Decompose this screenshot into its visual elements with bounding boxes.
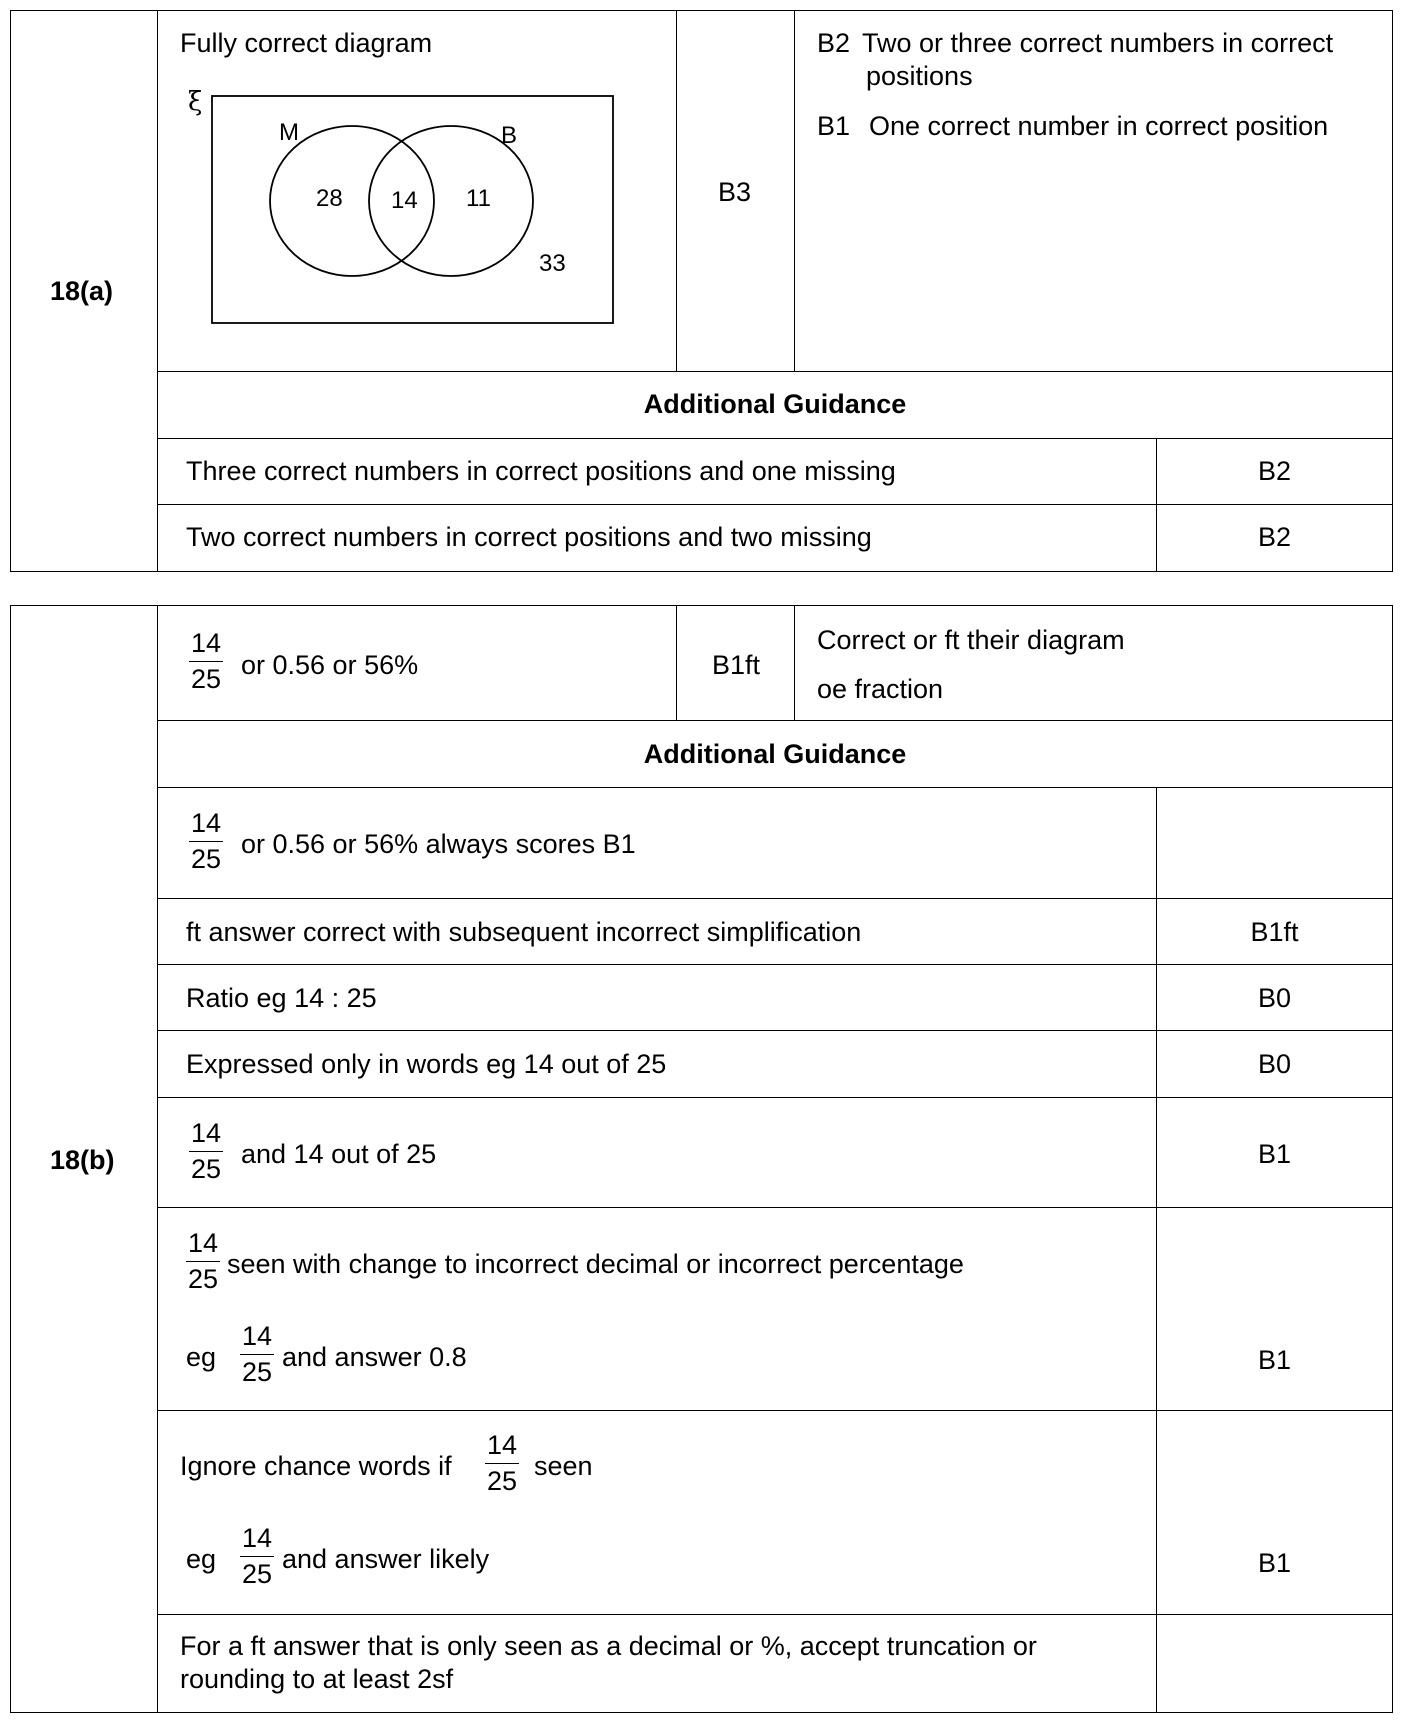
guidance-mark: B1 xyxy=(1257,1139,1292,1169)
divider xyxy=(157,1030,1393,1031)
guidance-fraction xyxy=(485,1432,519,1495)
guidance-mark: B0 xyxy=(1257,1049,1292,1079)
comment-line: oe fraction xyxy=(817,674,944,704)
divider xyxy=(157,371,1393,372)
example-fraction xyxy=(240,1525,274,1588)
numerator: 14 xyxy=(191,808,222,838)
guidance-title: Additional Guidance xyxy=(643,739,907,769)
divider xyxy=(157,1410,1393,1411)
divider xyxy=(157,787,1393,788)
guidance-title: Additional Guidance xyxy=(643,389,907,419)
divider xyxy=(157,964,1393,965)
eg-label: eg xyxy=(186,1342,217,1372)
answer-text: or 0.56 or 56% xyxy=(241,650,419,680)
numerator: 14 xyxy=(191,628,222,658)
set-b-label: B xyxy=(501,122,518,149)
divider xyxy=(157,898,1393,899)
divider xyxy=(157,438,1393,439)
guidance-mark: B0 xyxy=(1257,983,1292,1013)
numerator: 14 xyxy=(191,1118,222,1148)
b1-text: One correct number in correct position xyxy=(869,111,1329,141)
divider xyxy=(157,605,158,1713)
guidance-mark: B1 xyxy=(1257,1548,1292,1578)
only-m-value: 28 xyxy=(316,185,343,212)
divider xyxy=(157,1097,1393,1098)
divider xyxy=(157,1207,1393,1208)
divider xyxy=(794,605,795,720)
numerator: 14 xyxy=(188,1228,219,1258)
denominator: 25 xyxy=(191,844,222,874)
b2-code: B2 xyxy=(817,28,851,58)
divider xyxy=(157,720,1393,721)
guidance-mark: B1 xyxy=(1257,1345,1292,1375)
divider xyxy=(676,10,677,371)
guidance-text: ft answer correct with subsequent incorrect simplification xyxy=(186,917,862,947)
guidance-text: For a ft answer that is only seen as a decimal or %, accept truncation or xyxy=(180,1631,1037,1661)
example-text: and answer likely xyxy=(282,1544,490,1574)
guidance-text: seen with change to incorrect decimal or incorrect percentage xyxy=(227,1249,964,1279)
mark: B3 xyxy=(718,177,752,207)
denominator: 25 xyxy=(191,664,222,694)
guidance-text: Ratio eg 14 : 25 xyxy=(186,983,377,1013)
b2-text-cont: positions xyxy=(866,61,973,91)
guidance-mark: B1ft xyxy=(1250,917,1299,947)
answer-fraction xyxy=(189,630,223,693)
numerator: 14 xyxy=(487,1430,518,1460)
guidance-text: seen xyxy=(534,1451,593,1481)
intersection-value: 14 xyxy=(391,187,418,214)
numerator: 14 xyxy=(242,1523,273,1553)
eg-label: eg xyxy=(186,1544,217,1574)
comment-line: Correct or ft their diagram xyxy=(817,625,1125,655)
universal-symbol: ξ xyxy=(188,87,203,117)
neither-value: 33 xyxy=(539,250,566,277)
numerator: 14 xyxy=(242,1321,273,1351)
guidance-text: or 0.56 or 56% always scores B1 xyxy=(241,829,636,859)
b2-text: Two or three correct numbers in correct xyxy=(862,28,1334,58)
divider xyxy=(676,605,677,720)
denominator: 25 xyxy=(188,1264,219,1294)
guidance-fraction xyxy=(189,810,223,873)
question-label: 18(a) xyxy=(50,276,114,306)
guidance-text: Two correct numbers in correct positions and two missing xyxy=(186,522,872,552)
mark: B1ft xyxy=(712,650,761,680)
divider xyxy=(157,1614,1393,1615)
venn-diagram xyxy=(180,80,620,340)
only-b-value: 11 xyxy=(466,185,491,212)
divider xyxy=(794,10,795,371)
divider xyxy=(157,504,1393,505)
question-label: 18(b) xyxy=(50,1145,115,1175)
guidance-text: and 14 out of 25 xyxy=(241,1139,437,1169)
denominator: 25 xyxy=(242,1559,273,1589)
guidance-mark: B2 xyxy=(1257,456,1292,486)
guidance-text: Expressed only in words eg 14 out of 25 xyxy=(186,1049,667,1079)
denominator: 25 xyxy=(487,1466,518,1496)
denominator: 25 xyxy=(191,1154,222,1184)
guidance-text: Three correct numbers in correct positions and one missing xyxy=(186,456,896,486)
guidance-text: Ignore chance words if xyxy=(180,1451,452,1481)
set-m-label: M xyxy=(279,119,299,146)
example-fraction xyxy=(240,1323,274,1386)
guidance-mark: B2 xyxy=(1257,522,1292,552)
divider xyxy=(157,10,158,572)
denominator: 25 xyxy=(242,1357,273,1387)
example-text: and answer 0.8 xyxy=(282,1342,467,1372)
guidance-fraction xyxy=(189,1120,223,1183)
guidance-text-cont: rounding to at least 2sf xyxy=(180,1664,454,1694)
answer-text: Fully correct diagram xyxy=(180,28,433,58)
guidance-fraction xyxy=(186,1230,220,1293)
b1-code: B1 xyxy=(817,111,851,141)
